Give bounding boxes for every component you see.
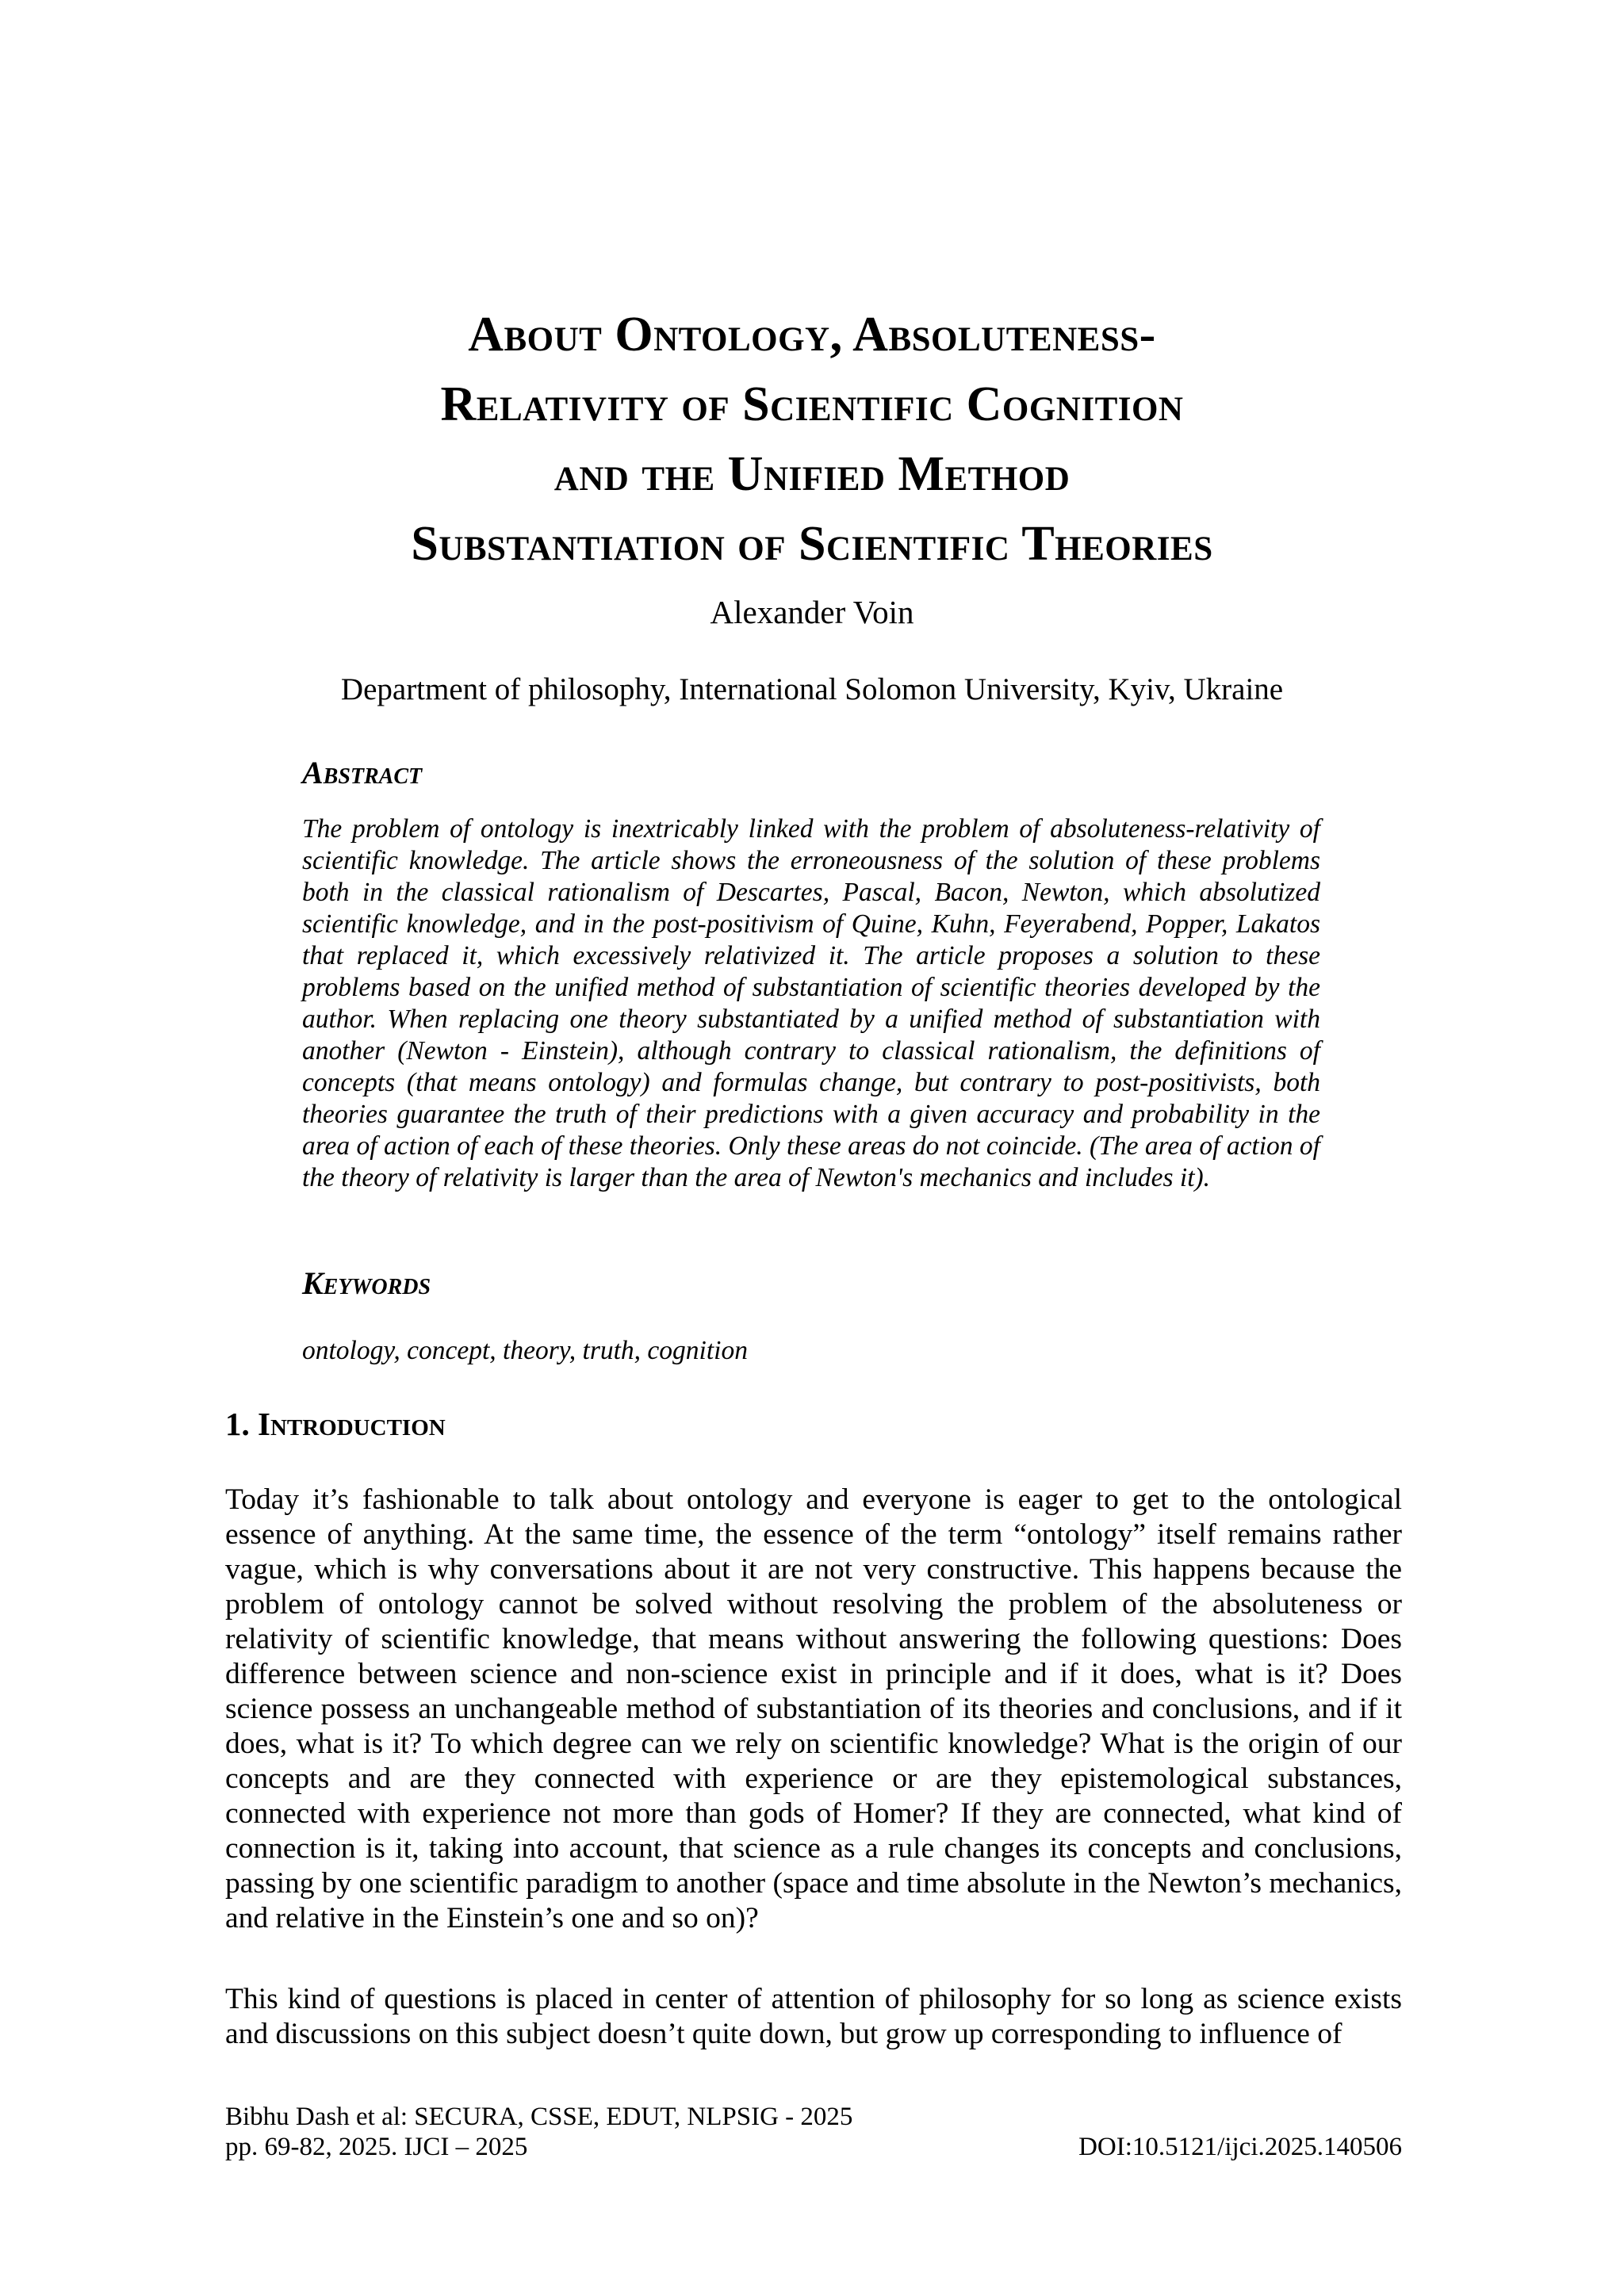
title-line: About Ontology, Absoluteness- [468, 308, 1156, 362]
body-paragraph: This kind of questions is placed in center of attention of philosophy for so long as science exists and discussions on this subject doesn’t quite down, but grow up corresponding to influence of [225, 1983, 1402, 2050]
author-affiliation: Department of philosophy, International Solomon University, Kyiv, Ukraine [340, 672, 1284, 706]
paper-title [238, 300, 1386, 579]
footer-citation [225, 2102, 852, 2162]
footer-doi: DOI:10.5121/ijci.2025.140506 [1078, 2133, 1402, 2161]
body-paragraph: Today it’s fashionable to talk about ontology and everyone is eager to get to the ontological essence of anything. At the same time, the essence of the term “ontology” itself remains rather vague, which is why conversations about it are not very constructive. This happens because the problem of ontology cannot be solved without resolving the problem of the absoluteness or relativity of scientific knowledge, that means without answering the following questions: Does difference between science and non-science exist in principle and if it does, what is it? Does science possess an unchangeable method of substantiation of its theories and conclusions, and if it does, what is it? To which degree can we rely on scientific knowledge? What is the origin of our concepts and are they connected with experience or are they epistemological substances, connected with experience not more than gods of Homer? If they are connected, what kind of connection is it, taking into account, that science as a rule changes its concepts and conclusions, passing by one scientific paradigm to another (space and time absolute in the Newton’s mechanics, and relative in the Einstein’s one and so on)? [225, 1483, 1402, 1934]
footer-conference: Bibhu Dash et al: SECURA, CSSE, EDUT, NLPSIG - 2025 [225, 2103, 853, 2131]
keywords-text: ontology, concept, theory, truth, cognition [302, 1336, 748, 1365]
title-line: Substantiation of Scientific Theories [411, 517, 1213, 571]
author-name: Alexander Voin [710, 594, 914, 630]
keywords-heading: Keywords [302, 1265, 431, 1301]
title-line: and the Unified Method [553, 447, 1071, 501]
section-heading-introduction: 1. Introduction [225, 1406, 446, 1442]
abstract-heading: Abstract [302, 755, 423, 790]
title-line: Relativity of Scientific Cognition [440, 377, 1184, 431]
abstract-text: The problem of ontology is inextricably linked with the problem of absoluteness-relativity of scientific knowledge. The article shows the erroneousness of the solution of these problems both in the classical rationalism of Descartes, Pascal, Bacon, Newton, which absolutized scientific knowledge, and in the post-positivism of Quine, Kuhn, Feyerabend, Popper, Lakatos that replaced it, which excessively relativized it. The article proposes a solution to these problems based on the unified method of substantiation of scientific theories developed by the author. When replacing one theory substantiated by a unified method of substantiation with another (Newton - Einstein), although contrary to classical rationalism, the definitions of concepts (that means ontology) and formulas change, but contrary to post-positivists, both theories guarantee the truth of their predictions with a given accuracy and probability in the area of action of each of these theories. Only these areas do not coincide. (The area of action of the theory of relativity is larger than the area of Newton's mechanics and includes it). [302, 814, 1320, 1192]
footer-pages: pp. 69-82, 2025. IJCI – 2025 [225, 2133, 528, 2161]
